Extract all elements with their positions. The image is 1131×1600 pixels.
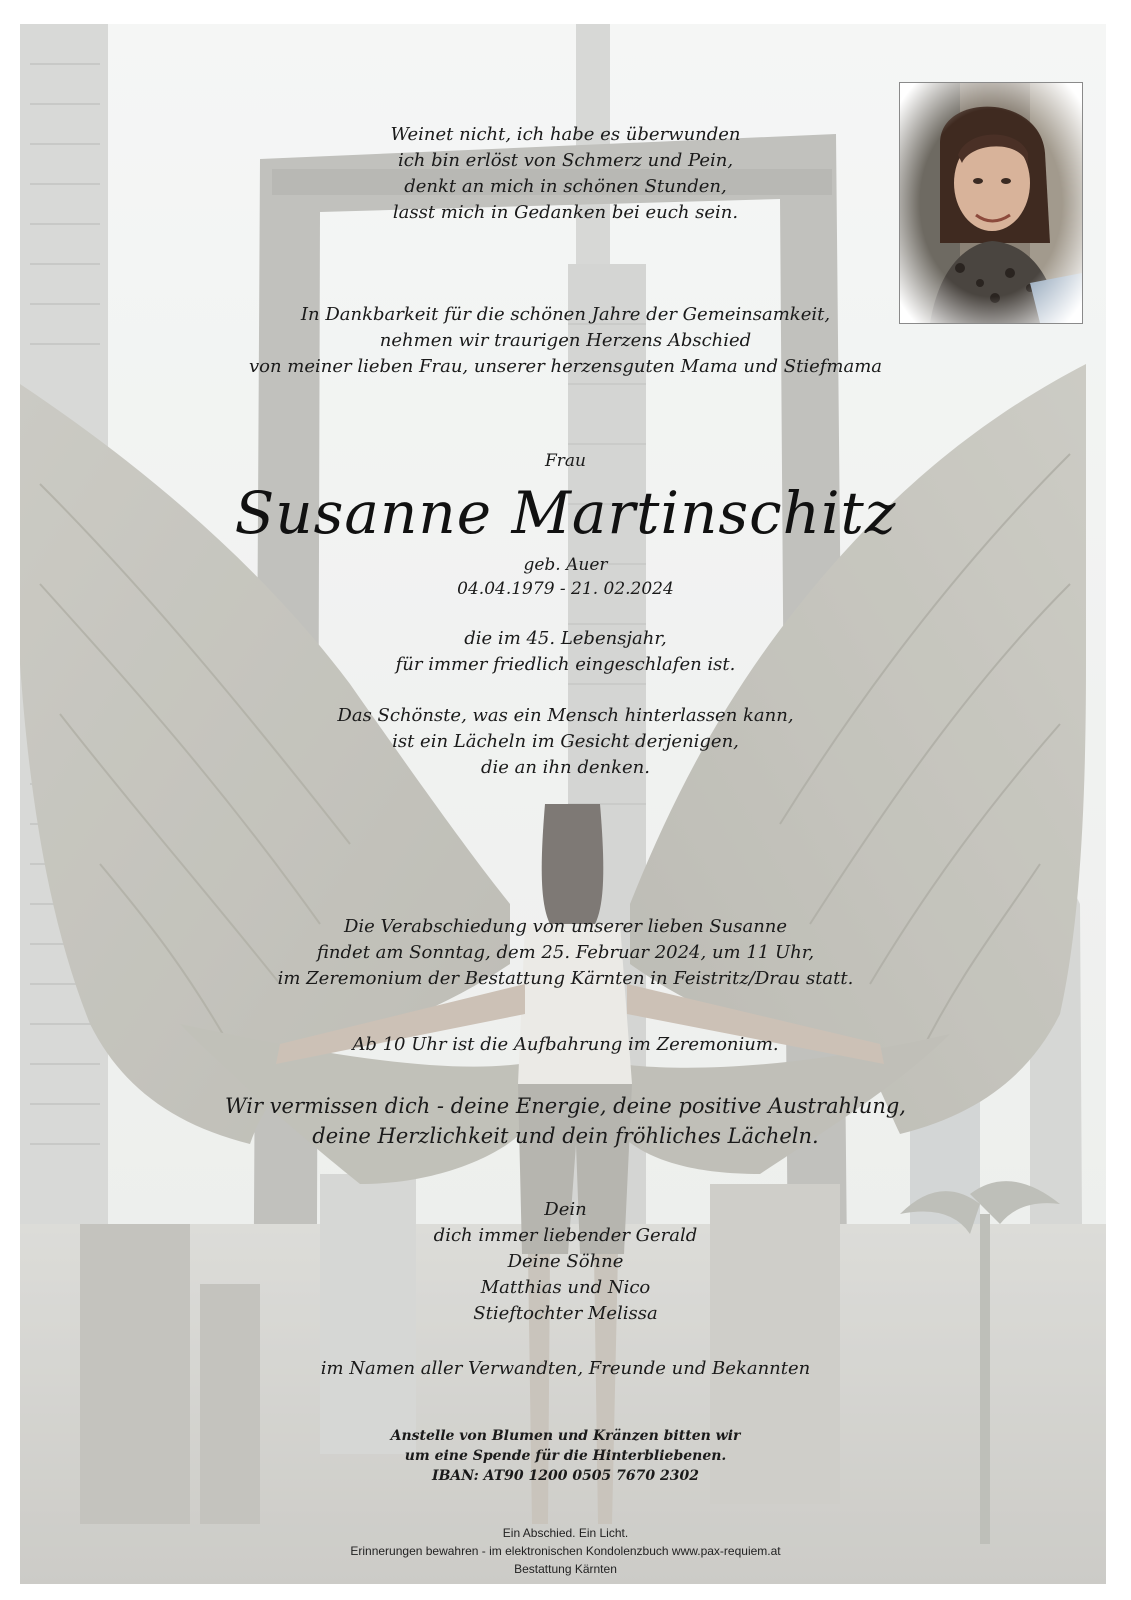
- on-behalf-text: im Namen aller Verwandten, Freunde und Bekannten: [320, 1358, 811, 1379]
- donation-note: [0, 1426, 1131, 1486]
- service-line: findet am Sonntag, dem 25. Februar 2024, um 11 Uhr,: [316, 942, 815, 963]
- service-line: im Zeremonium der Bestattung Kärnten in Feistritz/Drau statt.: [277, 968, 854, 989]
- family-signatures: [0, 1197, 1131, 1327]
- age-line: die im 45. Lebensjahr,: [464, 628, 667, 649]
- salutation: Frau: [544, 451, 586, 471]
- condolence-link[interactable]: www.pax-requiem.at: [671, 1544, 781, 1558]
- deceased-name: Susanne Martinschitz: [234, 479, 897, 547]
- footer-company: Bestattung Kärnten: [514, 1562, 617, 1576]
- poem: [0, 122, 1131, 226]
- miss-you-text: [0, 1091, 1131, 1151]
- family-line: Dein: [544, 1199, 587, 1220]
- age-line: für immer friedlich eingeschlafen ist.: [395, 654, 736, 675]
- footer-condolence-line: [0, 1542, 1131, 1560]
- intro-line: In Dankbarkeit für die schönen Jahre der Gemeinsamkeit,: [300, 304, 831, 325]
- family-line: Matthias und Nico: [480, 1277, 651, 1298]
- poem-line: Weinet nicht, ich habe es überwunden: [390, 124, 741, 145]
- miss-line: deine Herzlichkeit und dein fröhliches Lächeln.: [312, 1124, 819, 1148]
- maiden-name: geb. Auer: [523, 555, 608, 575]
- intro-text: [0, 302, 1131, 380]
- viewing-info: Ab 10 Uhr ist die Aufbahrung im Zeremonium.: [352, 1034, 779, 1055]
- family-line: Stieftochter Melissa: [473, 1303, 658, 1324]
- family-line: Deine Söhne: [507, 1251, 624, 1272]
- age-text: [0, 626, 1131, 678]
- footer-slogan: Ein Abschied. Ein Licht.: [502, 1526, 629, 1540]
- service-info: [0, 914, 1131, 992]
- poem-line: ich bin erlöst von Schmerz und Pein,: [397, 150, 734, 171]
- intro-line: von meiner lieben Frau, unserer herzensguten Mama und Stiefmama: [248, 356, 883, 377]
- service-line: Die Verabschiedung von unserer lieben Susanne: [343, 916, 788, 937]
- donation-line: um eine Spende für die Hinterbliebenen.: [404, 1448, 727, 1464]
- quote: [0, 703, 1131, 781]
- intro-line: nehmen wir traurigen Herzens Abschied: [379, 330, 752, 351]
- quote-line: die an ihn denken.: [480, 757, 650, 778]
- family-line: dich immer liebender Gerald: [433, 1225, 698, 1246]
- footer: [0, 1524, 1131, 1578]
- poem-line: denkt an mich in schönen Stunden,: [404, 176, 727, 197]
- miss-line: Wir vermissen dich - deine Energie, deine positive Austrahlung,: [225, 1094, 906, 1118]
- obituary-sheet: [20, 24, 1106, 1584]
- footer-condolence-text: Erinnerungen bewahren - im elektronischen Kondolenzbuch: [350, 1544, 672, 1558]
- quote-line: Das Schönste, was ein Mensch hinterlassen kann,: [337, 705, 794, 726]
- donation-line: Anstelle von Blumen und Kränzen bitten wir: [390, 1428, 741, 1444]
- iban: IBAN: AT90 1200 0505 7670 2302: [432, 1468, 699, 1484]
- birth-death-info: [0, 553, 1131, 601]
- quote-line: ist ein Lächeln im Gesicht derjenigen,: [392, 731, 739, 752]
- poem-line: lasst mich in Gedanken bei euch sein.: [392, 202, 739, 223]
- life-dates: 04.04.1979 - 21. 02.2024: [457, 579, 674, 599]
